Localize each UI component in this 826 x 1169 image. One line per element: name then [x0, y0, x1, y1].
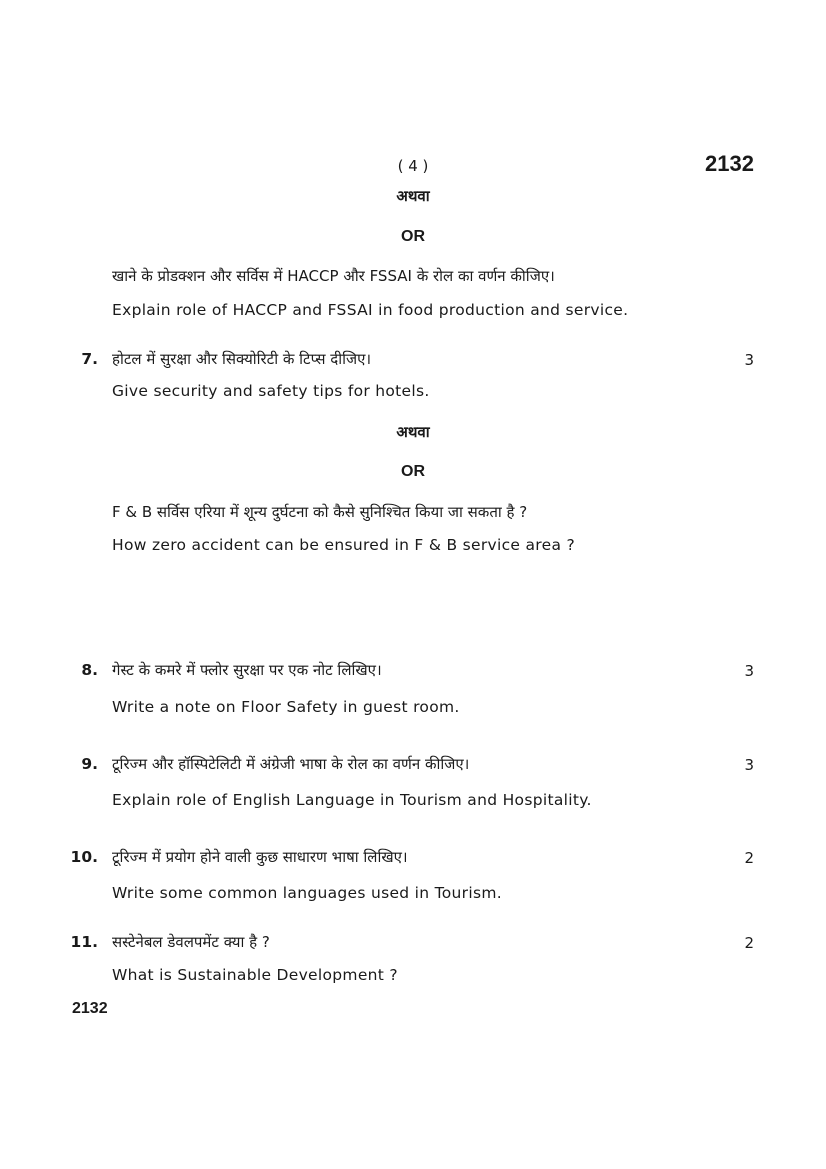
- question-english-text: What is Sustainable Development ?: [112, 966, 398, 984]
- question-number: 11.: [70, 933, 98, 951]
- question-marks: 2: [744, 934, 754, 952]
- question-hindi-text: होटल में सुरक्षा और सिक्योरिटी के टिप्स दीजिए।: [112, 350, 372, 368]
- or-hindi-label: अथवा: [396, 187, 430, 205]
- or-hindi-label: अथवा: [396, 423, 430, 441]
- question-hindi-text: टूरिज्म और हॉस्पिटेलिटी में अंग्रेजी भाषा के रोल का वर्णन कीजिए।: [112, 755, 470, 773]
- paper-code-header: 2132: [705, 151, 754, 176]
- or-english-label: OR: [401, 463, 425, 480]
- question-english-text: Write some common languages used in Tourism.: [112, 884, 502, 902]
- q6-or-hindi-text: खाने के प्रोडक्शन और सर्विस में HACCP और FSSAI के रोल का वर्णन कीजिए।: [112, 267, 555, 285]
- question-number: 9.: [81, 755, 98, 773]
- question-hindi-text: गेस्ट के कमरे में फ्लोर सुरक्षा पर एक नोट लिखिए।: [112, 661, 382, 679]
- question-hindi-text: सस्टेनेबल डेवलपमेंट क्या है ?: [112, 933, 270, 951]
- question-english-text: Explain role of English Language in Tourism and Hospitality.: [112, 791, 592, 809]
- question-number: 10.: [70, 848, 98, 866]
- question-or-english-text: How zero accident can be ensured in F & B service area ?: [112, 536, 576, 554]
- q6-or-english-text: Explain role of HACCP and FSSAI in food production and service.: [112, 301, 629, 319]
- question-english-text: Give security and safety tips for hotels.: [112, 382, 430, 400]
- question-marks: 3: [744, 662, 754, 680]
- question-marks: 3: [744, 756, 754, 774]
- page-number: ( 4 ): [397, 157, 429, 175]
- question-marks: 2: [744, 849, 754, 867]
- question-number: 7.: [81, 350, 98, 368]
- question-english-text: Write a note on Floor Safety in guest room.: [112, 698, 460, 716]
- or-english-label: OR: [401, 228, 425, 245]
- question-or-hindi-text: F & B सर्विस एरिया में शून्य दुर्घटना को कैसे सुनिश्चित किया जा सकता है ?: [112, 503, 528, 521]
- question-number: 8.: [81, 661, 98, 679]
- question-hindi-text: टूरिज्म में प्रयोग होने वाली कुछ साधारण भाषा लिखिए।: [112, 848, 408, 866]
- paper-code-footer: 2132: [72, 1000, 108, 1017]
- question-marks: 3: [744, 351, 754, 369]
